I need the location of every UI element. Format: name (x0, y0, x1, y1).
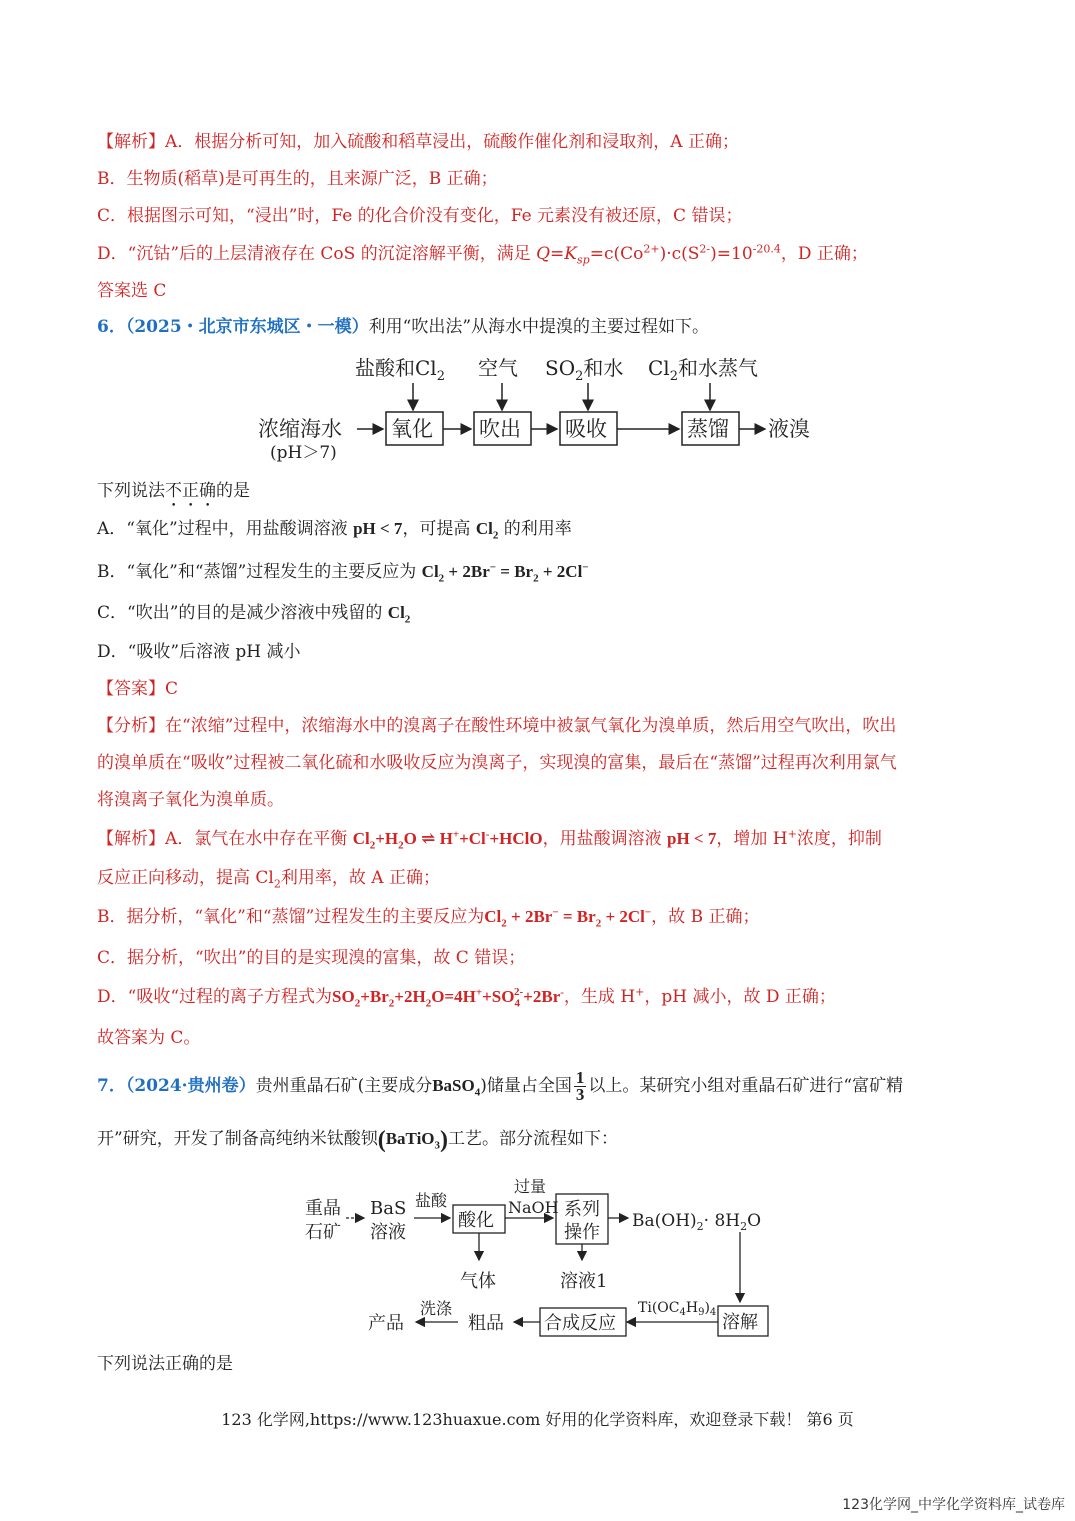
q6-final: 故答案为 C。 (97, 1028, 201, 1048)
svg-text:酸化: 酸化 (458, 1210, 494, 1231)
q6-input: 浓缩海水 (258, 417, 342, 441)
svg-text:系列: 系列 (564, 1199, 600, 1220)
q5-jiexi-a: 【解析】A．根据分析可知，加入硫酸和稻草浸出，硫酸作催化剂和浸取剂，A 正确； (97, 132, 739, 152)
q6-reagent-1: 盐酸和$Cl_2$ (355, 356, 445, 384)
svg-text:重晶: 重晶 (305, 1198, 341, 1219)
q6-step-3: 吸收 (565, 417, 607, 441)
svg-text:溶解: 溶解 (722, 1312, 758, 1333)
q6-reagent-3: $SO_2$和水 (545, 356, 624, 384)
page-footer: 123 化学网,https://www.123huaxue.com 好用的化学资料库，欢迎登录下载！ 第6 页 (221, 1410, 854, 1429)
svg-text:BaS: BaS (370, 1198, 407, 1219)
q6-stem: 6．（2025・北京市东城区・一模）利用“吹出法”从海水中提溴的主要过程如下。 (97, 317, 710, 337)
q7-stem-1: 7．（2024·贵州卷）贵州重晶石矿(主要成分BaSO$_4$)储量占全国 $\frac{1}{3}$ 以上。某研究小组对重晶石矿进行“富矿精 (97, 1068, 904, 1104)
q6-prompt: 下列说法不正确的是 (97, 481, 250, 501)
q5-jiexi-d: D．“沉钴”后的上层清液存在 CoS 的沉淀溶解平衡，满足 $Q=K_{sp}=c(Co^{2+})\cdot c(S^{2-})=10^{-20.4}$，D 正确； (97, 242, 868, 267)
svg-text:溶液1: 溶液1 (560, 1271, 608, 1292)
q6-jiexi-c: C．据分析，“吹出”的目的是实现溴的富集，故 C 错误； (97, 948, 526, 968)
q6-jiexi-d: D．“吸收“过程的离子方程式为$SO_2+Br_2+2H_2O=4H^++SO_4^{2-}+2Br^-$，生成 H+，pH 减小，故 D 正确； (97, 985, 836, 1010)
svg-text:溶液: 溶液 (370, 1222, 406, 1243)
q7-stem-2: 开”研究，开发了制备高纯纳米钛酸钡(BaTiO$_3$)工艺。部分流程如下： (97, 1127, 619, 1153)
svg-text:过量: 过量 (514, 1177, 547, 1196)
svg-text:产品: 产品 (368, 1313, 404, 1334)
q5-jiexi-c: C．根据图示可知，“浸出”时，Fe 的化合价没有变化，Fe 元素没有被还原，C 错误； (97, 206, 743, 226)
q6-jiexi-b: B．据分析，“氧化”和“蒸馏”过程发生的主要反应为$Cl_2 + 2Br^- = Br_2 + 2Cl^-$，故 B 正确； (97, 906, 760, 930)
q6-jiexi-a: 【解析】A．氯气在水中存在平衡 $Cl_2+H_2O$ ⇌ H++Cl-+HClO，用盐酸调溶液 pH < 7，增加 H+浓度，抑制 (97, 827, 882, 852)
svg-text:石矿: 石矿 (305, 1222, 341, 1243)
q6-flow-diagram (250, 350, 830, 465)
q6-reagent-2: 空气 (478, 356, 518, 380)
q6-option-d: D．“吸收”后溶液 pH 减小 (97, 642, 301, 662)
svg-text:NaOH: NaOH (508, 1198, 559, 1217)
q6-input-note: (pH＞7) (270, 443, 337, 463)
q6-reagent-4: $Cl_2$和水蒸气 (648, 356, 758, 384)
one-third-fraction: $\frac{1}{3}$ (575, 1068, 585, 1104)
svg-text:粗品: 粗品 (468, 1313, 504, 1334)
q6-jiexi-a2: 反应正向移动，提高 $Cl_2$利用率，故 A 正确； (97, 868, 440, 891)
svg-text:盐酸: 盐酸 (415, 1191, 448, 1210)
q6-step-4: 蒸馏 (687, 417, 729, 441)
q6-option-a: A．“氧化”过程中，用盐酸调溶液 pH < 7，可提高 $Cl_2$ 的利用率 (97, 519, 572, 542)
svg-text:操作: 操作 (564, 1222, 600, 1243)
q5-answer: 答案选 C (97, 281, 167, 301)
q6-option-b: B．“氧化”和“蒸馏”过程发生的主要反应为 $Cl_2 + 2Br^- = Br_2 + 2Cl^-$ (97, 561, 589, 585)
q5-jiexi-b: B．生物质(稻草)是可再生的，且来源广泛，B 正确； (97, 169, 498, 189)
svg-text:合成反应: 合成反应 (544, 1313, 616, 1334)
q7-flow-diagram (300, 1172, 780, 1344)
svg-text:Ba(OH)2· 8H2O: $Ba(OH)_2\cdot 8H_2O$ (632, 1211, 762, 1233)
q6-fenxi-3: 将溴离子氧化为溴单质。 (97, 790, 284, 810)
q6-fenxi-1: 【分析】在“浓缩”过程中，浓缩海水中的溴离子在酸性环境中被氯气氧化为溴单质，然后用空气吹出，吹出 (97, 716, 897, 736)
q7-prompt: 下列说法正确的是 (97, 1354, 233, 1374)
q6-answer: 【答案】C (97, 679, 179, 699)
watermark-text: 123化学网_中学化学资料库_试卷库 (842, 1497, 1065, 1513)
q6-step-1: 氧化 (391, 417, 433, 441)
q6-option-c: C．“吹出”的目的是减少溶液中残留的 $Cl_2$ (97, 603, 411, 626)
q6-fenxi-2: 的溴单质在“吸收”过程被二氧化硫和水吸收反应为溴离子，实现溴的富集，最后在“蒸馏”过程再次利用氯气 (97, 753, 897, 773)
q6-step-2: 吹出 (479, 417, 521, 441)
svg-text:Ti(OC4H9)4: $Ti(OC_4H_9)_4$ (638, 1300, 717, 1318)
q6-output: 液溴 (768, 417, 810, 441)
svg-text:气体: 气体 (460, 1271, 496, 1292)
svg-text:洗涤: 洗涤 (420, 1299, 453, 1318)
